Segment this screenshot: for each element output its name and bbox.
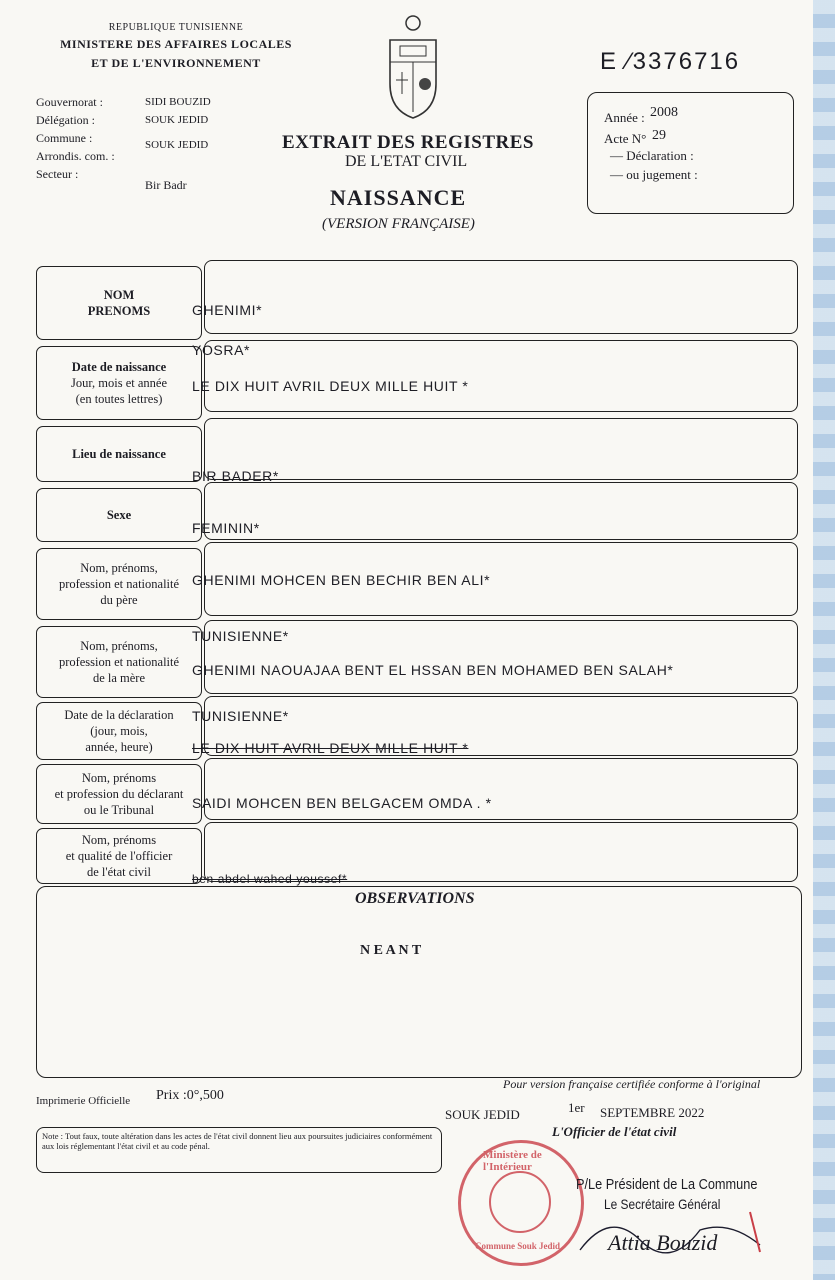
serial-number: E ⁄3376716 [600,48,741,75]
date-month-year: SEPTEMBRE 2022 [600,1105,705,1120]
imprimerie-label: Imprimerie Officielle [36,1095,131,1107]
date-naissance-label [36,346,202,420]
mere-label [36,626,202,698]
jugement-label: — ou jugement : [610,167,698,182]
declarant-label-line: Nom, prénoms [81,770,157,785]
declaration-label: — Déclaration : [610,148,694,163]
decl-label-line: année, heure) [85,740,153,755]
prenom-value: YOSRA* [192,342,251,358]
sexe-value: FEMININ* [192,520,260,536]
signature-scribble-icon [570,1200,770,1260]
officier-value: ben abdel wahed youssef* [192,872,348,886]
mere-label-line: Nom, prénoms, [80,638,158,653]
title-extrait: EXTRAIT DES REGISTRES [282,132,534,153]
sexe-value-box [204,482,798,540]
officier-label-line: Nom, prénoms [81,832,157,847]
admin-label: Secteur : [36,167,79,181]
annee-label: Année : [604,110,645,125]
pere-label [36,548,202,620]
declarant-label [36,764,202,824]
date-value-box [204,340,798,412]
signature-name: Attia Bouzid [608,1230,718,1255]
republic-label: REPUBLIQUE TUNISIENNE [108,22,244,33]
prenoms-label: PRENOMS [87,304,151,318]
observations-title: OBSERVATIONS [355,890,475,907]
title-naissance: NAISSANCE [330,185,467,210]
date-label-line: (en toutes lettres) [75,392,163,407]
acte-value: 29 [652,128,666,143]
ministry-line1: MINISTERE DES AFFAIRES LOCALES [60,37,292,51]
observations-box [36,886,802,1078]
tunisia-emblem-icon [382,12,444,124]
mere-label-line: profession et nationalité [58,654,180,669]
lieu-value-box [204,418,798,480]
declaration-date-value: LE DIX HUIT AVRIL DEUX MILLE HUIT * [192,740,469,756]
lieu-label: Lieu de naissance [36,426,202,482]
date-naissance-value: LE DIX HUIT AVRIL DEUX MILLE HUIT * [192,378,469,394]
nom-label: NOM [103,287,135,302]
declarant-value: SAIDI MOHCEN BEN BELGACEM OMDA . * [192,795,492,811]
stamp-text-bottom: Commune Souk Jedid [475,1241,561,1251]
officier-label-line: et qualité de l'officier [65,848,173,863]
pere-value: GHENIMI MOHCEN BEN BECHIR BEN ALI* [192,572,491,588]
mere-value-box [204,620,798,694]
officer-title: L'Officier de l'état civil [552,1124,677,1139]
declarant-label-line: ou le Tribunal [83,803,155,818]
admin-label: Gouvernorat : [36,95,103,109]
date-day: 1er [568,1100,585,1115]
officier-label-line: de l'état civil [86,865,152,880]
date-label-line: Jour, mois et année [70,375,167,390]
stamp-text: Ministère de l'Intérieur [483,1149,542,1173]
title-version: (VERSION FRANÇAISE) [322,216,475,232]
admin-label: Commune : [36,131,93,145]
admin-value: SOUK JEDID [145,139,209,151]
admin-value: Bir Badr [145,178,187,192]
ministry-line2: ET DE L'ENVIRONNEMENT [91,56,261,70]
stamp-inner-ring [489,1171,551,1233]
sexe-label: Sexe [36,488,202,542]
pere-label-line: Nom, prénoms, [80,560,158,575]
signature-line1: P/Le Président de La Commune [576,1176,758,1193]
nom-prenoms-label [36,266,202,340]
mere-value: GHENIMI NAOUAJAA BENT EL HSSAN BEN MOHAMED BEN SALAH* [192,662,674,678]
note-text: Note : Tout faux, toute altération dans les actes de l'état civil donnent lieu aux poursuites judiciaires conformément aux lois réglementant l'état civil et au code pénal. [42,1131,433,1152]
decl-label-line: Date de la déclaration [64,707,174,722]
nom-value: GHENIMI* [192,302,263,318]
observations-value: N E A N T [360,943,422,958]
declarant-label-line: et profession du déclarant [54,786,184,801]
place-label: SOUK JEDID [445,1107,520,1122]
page-edge [813,0,835,1280]
mere-label-line: de la mère [92,671,146,686]
admin-label: Délégation : [36,113,95,127]
prix-label: Prix :0°,500 [156,1088,224,1103]
signature-line2: Le Secrétaire Général [604,1196,721,1212]
acte-label: Acte N° [604,131,647,146]
pere-label-line: du père [100,593,138,608]
decl-label-line: (jour, mois, [90,723,148,738]
certification-text: Pour version française certifiée conforme à l'original [503,1077,761,1091]
admin-value: SOUK JEDID [145,114,209,126]
official-stamp [458,1140,584,1266]
admin-label: Arrondis. com. : [36,149,115,163]
mere-nationality: TUNISIENNE* [192,708,289,724]
officier-label [36,828,202,884]
declaration-date-label [36,702,202,760]
pere-label-line: profession et nationalité [58,576,180,591]
date-label-bold: Date de naissance [71,359,167,374]
nom-value-box [204,260,798,334]
pere-nationality: TUNISIENNE* [192,628,289,644]
title-etat-civil: DE L'ETAT CIVIL [345,153,468,170]
annee-value: 2008 [650,105,678,120]
admin-value: SIDI BOUZID [145,96,211,108]
lieu-value: BIR BADER* [192,468,279,484]
